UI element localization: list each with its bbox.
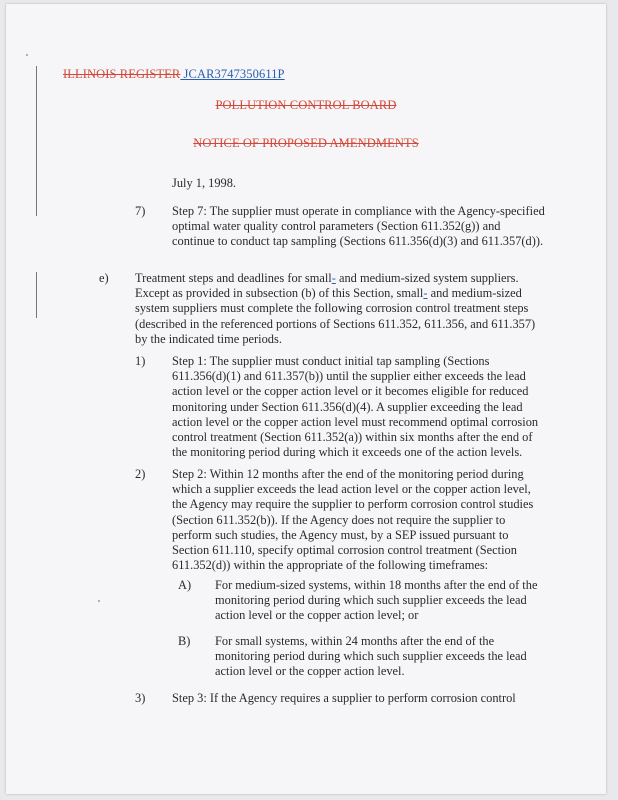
step7-label: 7): [135, 204, 146, 218]
register-header: [63, 67, 285, 82]
step2-text: Step 2: Within 12 months after the end of the monitoring period during which a supplier exceeds the lead action level or the copper action level, the Agency may require the supplier to perform corrosion control studies (Section 611.352(b)). If the Agency does not require the supplier to perform such studies, the Agency must, by a SEP issued pursuant to Section 611.110, specify optimal corrosion control treatment (Section 611.352(d)) within the appropriate of the following timeframes:: [172, 467, 534, 573]
step1-text: Step 1: The supplier must conduct initial tap sampling (Sections 611.356(d)(1) and 611.357(b)) until the supplier either exceeds the lead action level or the copper action level or it becomes eligible for reduced monitoring under Section 611.356(d)(4). A supplier exceeding the lead action level or the copper action level must recommend optimal corrosion control treatment (Section 611.352(a)) within six months after the end of the monitoring period during which it exceeds one of the action levels.: [172, 354, 539, 460]
subsection-a-text: For medium-sized systems, within 18 months after the end of the monitoring period during which such supplier exceeds the lead action level or the copper action level; or: [215, 578, 538, 623]
section-e-label: e): [99, 271, 109, 285]
hyphen-revision: -: [331, 271, 336, 285]
subsection-b-text: For small systems, within 24 months after the end of the monitoring period during which such supplier exceeds the lead action level or the copper action level.: [215, 634, 527, 679]
revision-bar: [36, 272, 37, 318]
step3-text: Step 3: If the Agency requires a supplier to perform corrosion control: [172, 691, 516, 705]
step2-label: 2): [135, 467, 146, 481]
subsection-a-label: A): [178, 578, 192, 592]
date-line: July 1, 1998.: [172, 176, 237, 190]
register-struck-text: ILLINOIS REGISTER: [63, 67, 181, 81]
section-e-text: Treatment steps and deadlines for small- and medium-sized system suppliers. Except as provided in subsection (b) of this Section, small- and medium-sized system suppliers must complete the following corrosion control treatment steps (described in the referenced portions of Sections 611.352, 611.356, and 611.357) by the indicated time periods.: [135, 271, 536, 346]
board-header: POLLUTION CONTROL BOARD: [215, 98, 397, 112]
subsection-b-label: B): [178, 634, 191, 648]
hyphen-revision: -: [423, 286, 428, 301]
register-inserted-text: JCAR3747350611P: [180, 67, 285, 81]
step7-text: Step 7: The supplier must operate in compliance with the Agency-specified optimal water quality control parameters (Section 611.352(g)) and continue to conduct tap sampling (Sections 611.356(d)(3) and 611.357(d)).: [172, 204, 545, 249]
step3-label: 3): [135, 691, 146, 705]
notice-header: NOTICE OF PROPOSED AMENDMENTS: [193, 136, 419, 150]
step1-label: 1): [135, 354, 146, 368]
document-page: [6, 4, 606, 794]
scan-speck: [98, 600, 100, 602]
scan-speck: [26, 54, 28, 56]
